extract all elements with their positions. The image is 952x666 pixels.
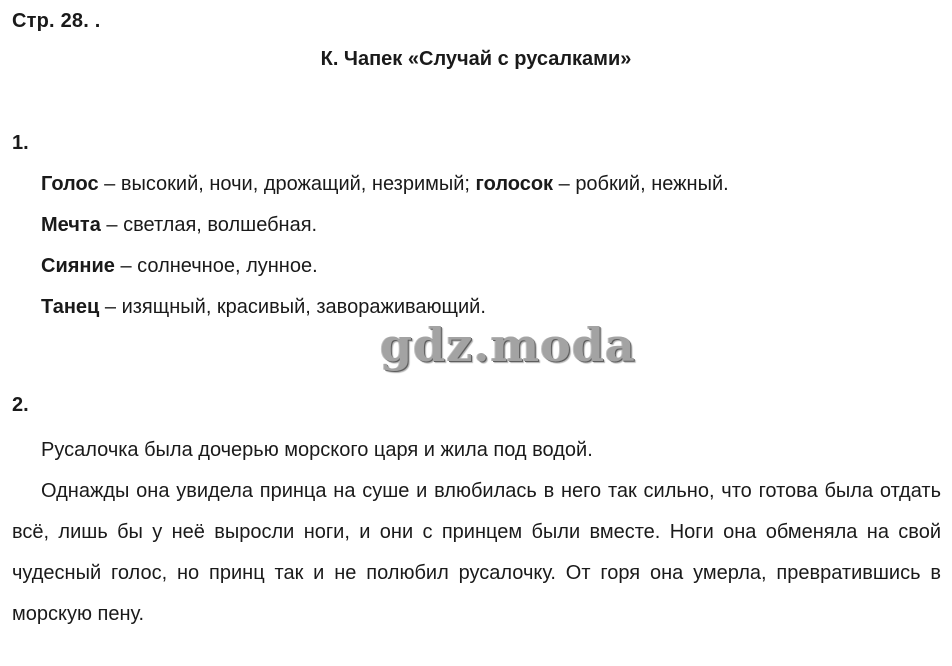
section-1-number: 1. bbox=[12, 132, 29, 154]
entry-word-secondary: голосок bbox=[475, 173, 554, 195]
section-2-number: 2. bbox=[12, 394, 29, 416]
entry-dash: – bbox=[99, 296, 122, 318]
page-ref: Стр. 28. . bbox=[12, 10, 101, 32]
entry-dash: – bbox=[114, 255, 138, 277]
word-entry bbox=[41, 254, 318, 278]
word-entry bbox=[41, 213, 317, 237]
entry-word: Голос bbox=[41, 173, 99, 195]
entry-description-secondary: робкий, нежный. bbox=[575, 173, 729, 195]
story-paragraph: Русалочка была дочерью морского царя и жила под водой. bbox=[41, 439, 593, 461]
entry-description: светлая, волшебная. bbox=[123, 214, 318, 236]
entry-dash-secondary: – bbox=[553, 173, 576, 195]
entry-dash: – bbox=[98, 173, 121, 195]
entry-description: высокий, ночи, дрожащий, незримый; bbox=[120, 173, 476, 195]
entry-word: Мечта bbox=[41, 214, 101, 236]
entry-dash: – bbox=[100, 214, 124, 236]
story-paragraph: Однажды она увидела принца на суше и влюбилась в него так сильно, что готова была отдать всё, лишь бы у неё выросли ноги, и они с принцем были вместе. Ноги она обменяла на свой чудесный голос, но принц так и не полюбил русалочку. От горя она умерла, превратившись в морскую пену. bbox=[12, 480, 941, 625]
entry-description: изящный, красивый, завораживающий. bbox=[121, 296, 486, 318]
watermark: gdz.moda bbox=[380, 318, 636, 372]
entry-word: Сияние bbox=[41, 255, 115, 277]
entry-word: Танец bbox=[41, 296, 100, 318]
entry-description: солнечное, лунное. bbox=[137, 255, 318, 277]
story-text bbox=[12, 430, 941, 635]
word-entry bbox=[41, 295, 486, 319]
document-title: К. Чапек «Случай с русалками» bbox=[320, 48, 632, 70]
word-entry bbox=[41, 172, 729, 196]
